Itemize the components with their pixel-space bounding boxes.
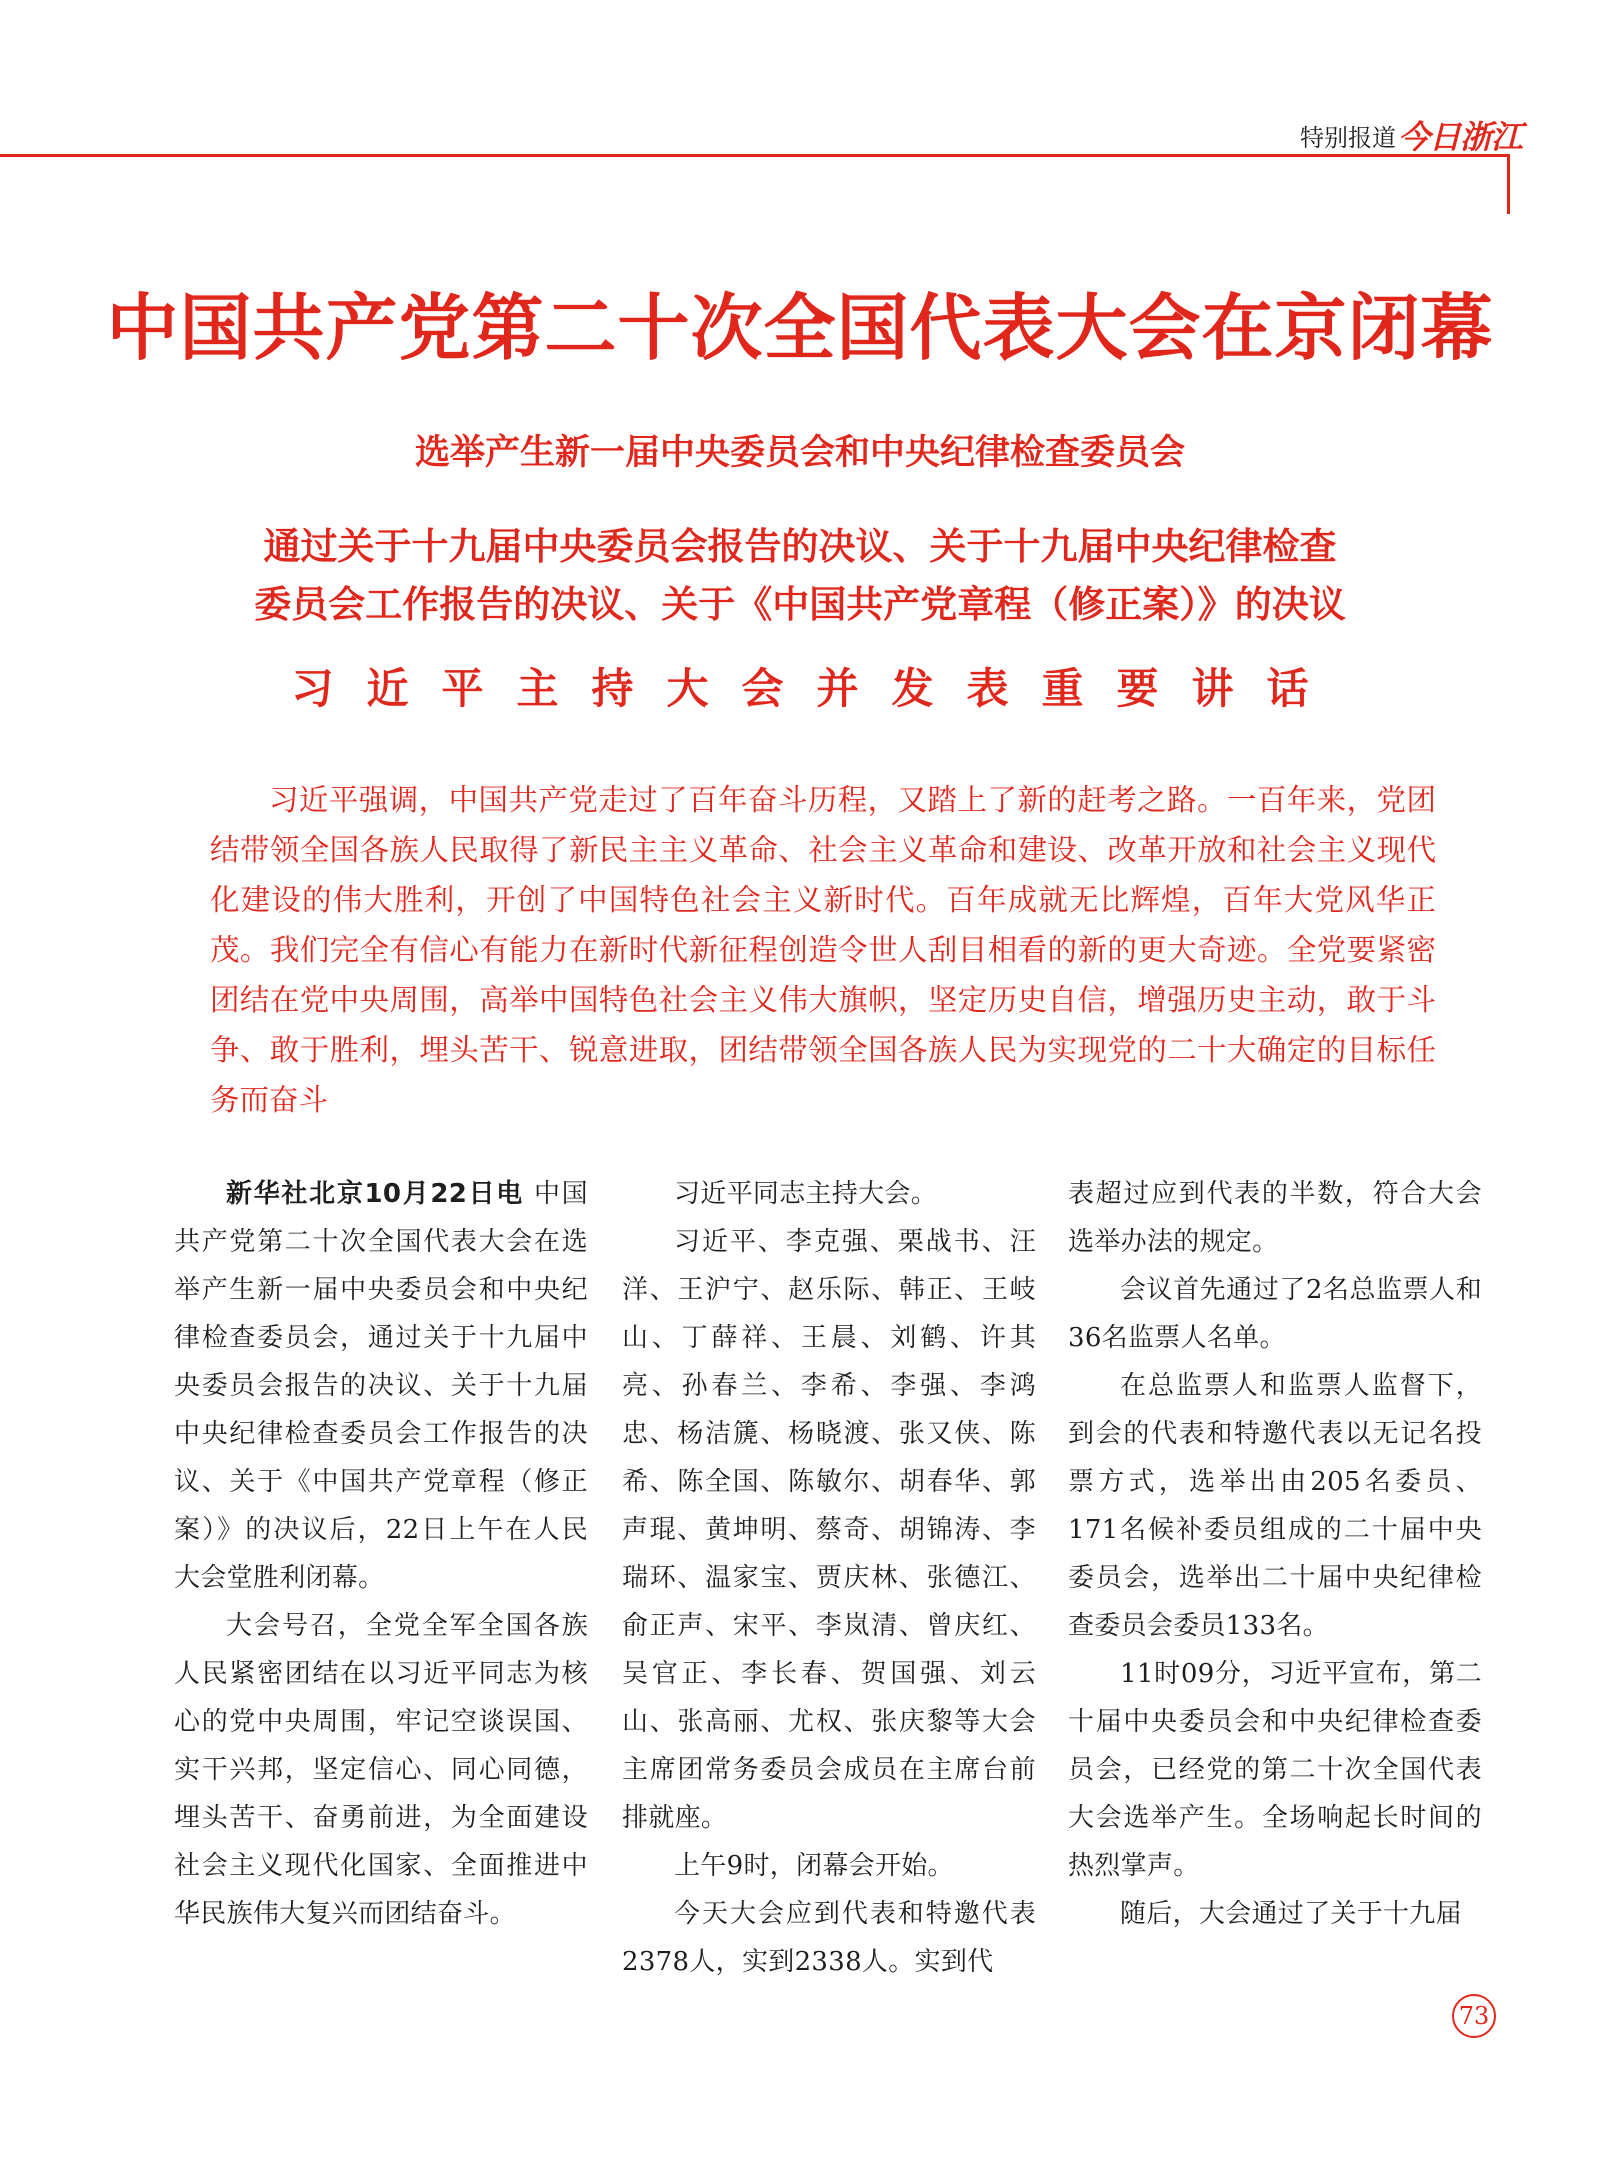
magazine-logo: 今日浙江 <box>1398 118 1523 156</box>
paragraph: 习近平、李克强、栗战书、汪洋、王沪宁、赵乐际、韩正、王岐山、丁薛祥、王晨、刘鹤、许其亮、孙春兰、李希、李强、李鸿忠、杨洁篪、杨晓渡、张又侠、陈希、陈全国、陈敏尔、胡春华、郭声琨、黄坤明、蔡奇、胡锦涛、李瑞环、温家宝、贾庆林、张德江、俞正声、宋平、李岚清、曾庆红、吴官正、李长春、贺国强、刘云山、张高丽、尤权、张庆黎等大会主席团常务委员会成员在主席台前排就座。 <box>622 1227 1036 1833</box>
section-label: 特别报道 <box>1300 124 1396 152</box>
paragraph: 随后，大会通过了关于十九届 <box>1120 1899 1462 1929</box>
article-subline-2: 委员会工作报告的决议、关于《中国共产党章程（修正案）》的决议 <box>254 582 1346 626</box>
paragraph: 大会号召，全党全军全国各族人民紧密团结在以习近平同志为核心的党中央周围，牢记空谈误国、实干兴邦，坚定信心、同心同德，埋头苦干、奋勇前进，为全面建设社会主义现代化国家、全面推进中华民族伟大复兴而团结奋斗。 <box>174 1611 588 1929</box>
body-column-3 <box>1068 1170 1482 1945</box>
paragraph: 11时09分，习近平宣布，第二十届中央委员会和中央纪律检查委员会，已经党的第二十次全国代表大会选举产生。全场响起长时间的热烈掌声。 <box>1068 1659 1482 1881</box>
paragraph: 表超过应到代表的半数，符合大会选举办法的规定。 <box>1068 1179 1482 1257</box>
paragraph: 今天大会应到代表和特邀代表2378人，实到2338人。实到代 <box>622 1899 1036 1977</box>
paragraph: 会议首先通过了2名总监票人和36名监票人名单。 <box>1068 1275 1482 1353</box>
page-number: 73 <box>1452 1994 1496 2038</box>
paragraph: 习近平同志主持大会。 <box>674 1179 938 1209</box>
header-vertical-rule <box>1507 154 1510 214</box>
paragraph <box>174 1170 588 1602</box>
article-subline-3: 习近平主持大会并发表重要讲话 <box>291 664 1342 713</box>
article-summary: 习近平强调，中国共产党走过了百年奋斗历程，又踏上了新的赶考之路。一百年来，党团结带领全国各族人民取得了新民主主义革命、社会主义革命和建设、改革开放和社会主义现代化建设的伟大胜利，开创了中国特色社会主义新时代。百年成就无比辉煌，百年大党风华正茂。我们完全有信心有能力在新时代新征程创造令世人刮目相看的新的更大奇迹。全党要紧密团结在党中央周围，高举中国特色社会主义伟大旗帜，坚定历史自信，增强历史主动，敢于斗争、敢于胜利，埋头苦干、锐意进取，团结带领全国各族人民为实现党的二十大确定的目标任务而奋斗 <box>210 783 1436 1117</box>
header-rule <box>0 154 1510 157</box>
paragraph: 在总监票人和监票人监督下，到会的代表和特邀代表以无记名投票方式，选举出由205名委员、171名候补委员组成的二十届中央委员会，选举出二十届中央纪律检查委员会委员133名。 <box>1068 1371 1482 1641</box>
body-column-1 <box>174 1170 588 1945</box>
article-subtitle: 选举产生新一届中央委员会和中央纪律检查委员会 <box>414 433 1185 473</box>
article-subline-1: 通过关于十九届中央委员会报告的决议、关于十九届中央纪律检查 <box>263 524 1337 568</box>
article-title: 中国共产党第二十次全国代表大会在京闭幕 <box>106 286 1494 370</box>
paragraph-text: 中国共产党第二十次全国代表大会在选举产生新一届中央委员会和中央纪律检查委员会，通过关于十九届中央委员会报告的决议、关于十九届中央纪律检查委员会工作报告的决议、关于《中国共产党章程（修正案）》的决议后，22日上午在人民大会堂胜利闭幕。 <box>174 1179 588 1593</box>
paragraph: 上午9时，闭幕会开始。 <box>674 1851 954 1881</box>
dateline: 新华社北京10月22日电 <box>226 1179 524 1209</box>
body-column-2 <box>622 1170 1036 1977</box>
